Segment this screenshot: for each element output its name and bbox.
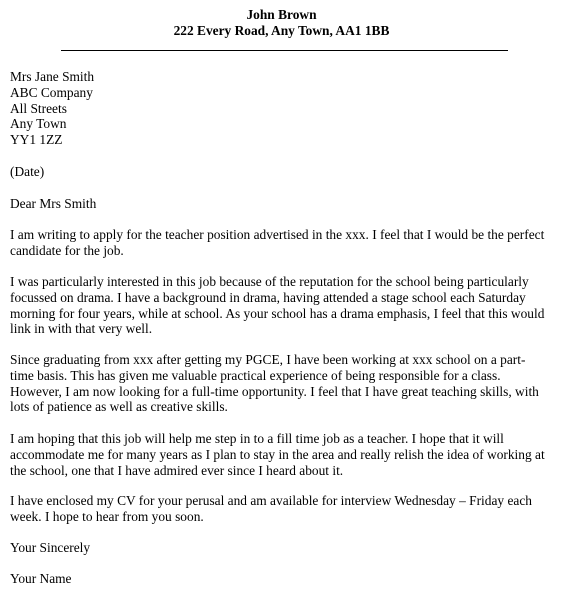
body-paragraph-3 (10, 352, 558, 415)
paragraph-line: I am writing to apply for the teacher position advertised in the xxx. I feel that I would be the perfect (10, 227, 545, 242)
paragraph-line: accommodate me for many years as I plan to stay in the area and really relish the idea of working at (10, 446, 545, 462)
letter-date (10, 164, 558, 180)
body-paragraph-1 (10, 227, 558, 259)
paragraph-line: I have enclosed my CV for your perusal and am available for interview Wednesday – Friday each (10, 493, 532, 508)
paragraph-line: week. I hope to hear from you soon. (10, 508, 204, 524)
sender-name: John Brown (246, 7, 317, 22)
body-paragraph-2 (10, 274, 558, 337)
paragraph-line: link in with that very well. (10, 321, 153, 337)
paragraph-line: I am hoping that this job will help me step in to a fill time job as a teacher. I hope that it will (10, 431, 504, 446)
salutation-text: Dear Mrs Smith (10, 196, 97, 211)
paragraph-line: I was particularly interested in this job because of the reputation for the school being particularly (10, 274, 529, 289)
recipient-town: Any Town (10, 116, 67, 132)
body-paragraph-5 (10, 493, 558, 525)
signature-name: Your Name (10, 571, 72, 586)
recipient-postcode: YY1 1ZZ (10, 132, 63, 148)
paragraph-line: Since graduating from xxx after getting my PGCE, I have been working at xxx school on a part- (10, 352, 526, 367)
paragraph-line: the school, one that I have admired ever since I heard about it. (10, 462, 344, 478)
recipient-street: All Streets (10, 100, 67, 116)
signature (10, 571, 558, 587)
closing-text: Your Sincerely (10, 540, 91, 555)
recipient-name: Mrs Jane Smith (10, 69, 95, 84)
paragraph-line: focussed on drama. I have a background in drama, having attended a stage school each Saturday (10, 289, 526, 305)
salutation (10, 196, 558, 212)
paragraph-line: morning for four years, while at school. As your school has a drama emphasis, I feel that this would (10, 305, 545, 321)
sender-address: 222 Every Road, Any Town, AA1 1BB (173, 23, 390, 38)
closing (10, 540, 558, 556)
paragraph-line: candidate for the job. (10, 242, 124, 258)
recipient-company: ABC Company (10, 84, 93, 100)
recipient-address (10, 69, 558, 148)
paragraph-line: time basis. This has given me valuable practical experience of being responsible for a class. (10, 367, 501, 383)
paragraph-line: However, I am now looking for a full-time opportunity. I feel that I have great teaching skills, with (10, 383, 539, 399)
date-text: (Date) (10, 164, 45, 179)
letter-header (0, 7, 563, 39)
header-divider (61, 50, 508, 51)
paragraph-line: lots of patience as well as creative skills. (10, 399, 228, 415)
body-paragraph-4 (10, 431, 558, 478)
